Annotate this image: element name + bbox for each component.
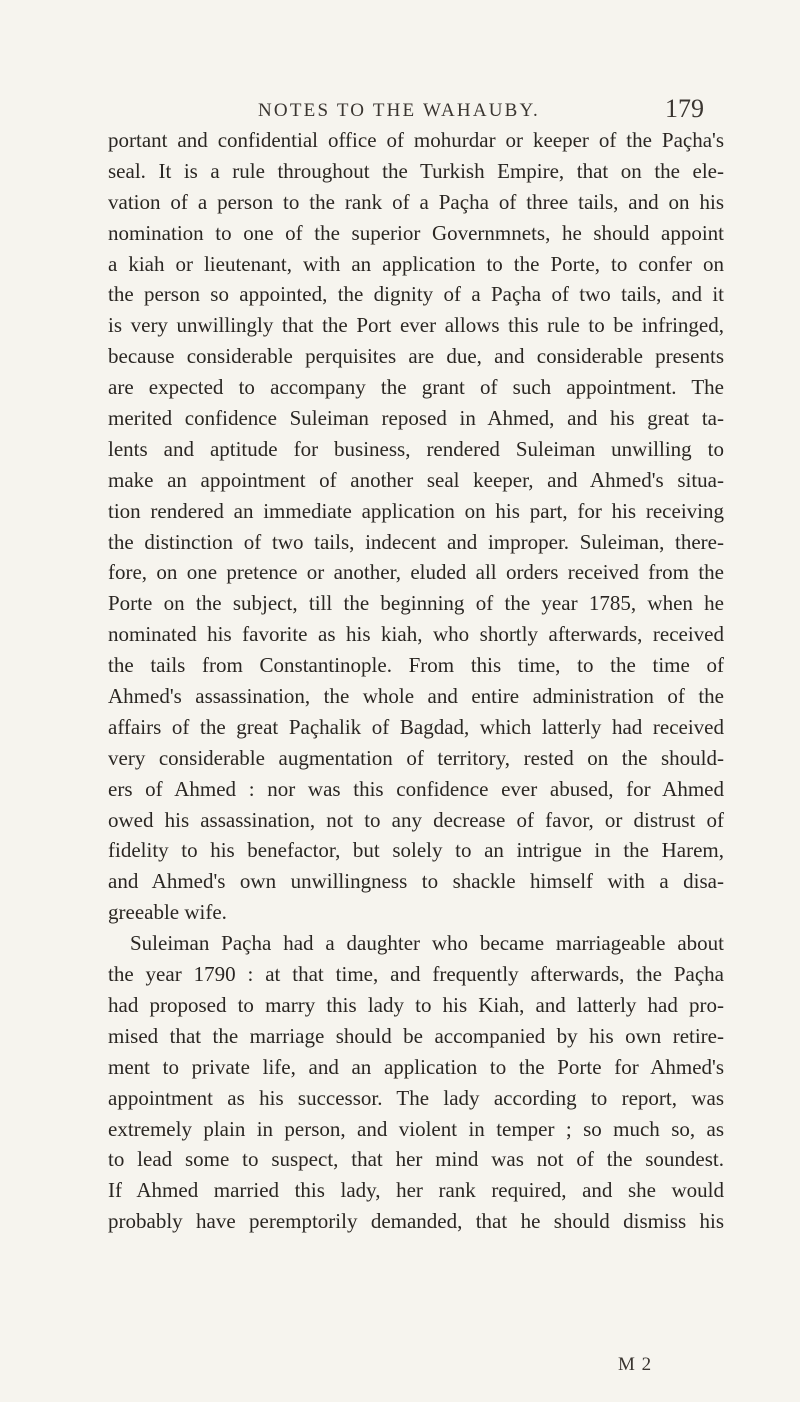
text-line: ment to private life, and an application to the Porte for Ahmed's: [108, 1054, 724, 1079]
text-line: If Ahmed married this lady, her rank required, and she would: [108, 1178, 724, 1203]
signature-mark: M 2: [618, 1354, 653, 1375]
text-line: had proposed to marry this lady to his Kiah, and latterly had pro-: [108, 992, 724, 1017]
text-line: seal. It is a rule throughout the Turkish Empire, that on the ele-: [108, 158, 724, 183]
text-line: affairs of the great Paçhalik of Bagdad, which latterly had received: [108, 714, 724, 739]
text-line: appointment as his successor. The lady according to report, was: [108, 1085, 724, 1110]
text-line: and Ahmed's own unwillingness to shackle himself with a disa-: [108, 869, 724, 894]
text-line: the tails from Constantinople. From this time, to the time of: [108, 653, 724, 678]
text-line: the distinction of two tails, indecent and improper. Suleiman, there-: [108, 529, 724, 554]
text-line: fidelity to his benefactor, but solely to an intrigue in the Harem,: [108, 838, 724, 863]
paragraph-start-line: Suleiman Paçha had a daughter who became marriageable about: [130, 931, 724, 956]
text-line: mised that the marriage should be accompanied by his own retire-: [108, 1023, 724, 1048]
text-line: merited confidence Suleiman reposed in Ahmed, and his great ta-: [108, 406, 724, 431]
text-line: vation of a person to the rank of a Paçha of three tails, and on his: [108, 189, 724, 214]
text-line: lents and aptitude for business, rendered Suleiman unwilling to: [108, 436, 724, 461]
text-line: tion rendered an immediate application on his part, for his receiving: [108, 498, 724, 523]
text-line: Porte on the subject, till the beginning of the year 1785, when he: [108, 591, 724, 616]
text-line: ers of Ahmed : nor was this confidence ever abused, for Ahmed: [108, 776, 724, 801]
text-line: portant and confidential office of mohurdar or keeper of the Paçha's: [108, 128, 724, 152]
text-line: make an appointment of another seal keeper, and Ahmed's situa-: [108, 467, 724, 492]
body-text: [108, 125, 724, 1237]
text-line: probably have peremptorily demanded, that he should dismiss his: [108, 1209, 724, 1234]
text-line: nominated his favorite as his kiah, who shortly afterwards, received: [108, 622, 724, 647]
text-line: fore, on one pretence or another, eluded all orders received from the: [108, 560, 724, 585]
text-line: Ahmed's assassination, the whole and entire administration of the: [108, 684, 724, 709]
page-number: 179: [665, 94, 704, 123]
text-line: because considerable perquisites are due, and considerable presents: [108, 344, 724, 369]
paragraph-end-line: greeable wife.: [108, 900, 227, 925]
text-line: are expected to accompany the grant of such appointment. The: [108, 375, 724, 400]
text-line: owed his assassination, not to any decrease of favor, or distrust of: [108, 807, 724, 832]
text-line: very considerable augmentation of territory, rested on the should-: [108, 745, 724, 770]
running-head: NOTES TO THE WAHAUBY.: [258, 100, 540, 121]
text-line: the year 1790 : at that time, and frequently afterwards, the Paçha: [108, 962, 724, 987]
text-line: is very unwillingly that the Port ever allows this rule to be infringed,: [108, 313, 724, 338]
text-line: to lead some to suspect, that her mind was not of the soundest.: [108, 1147, 724, 1172]
text-line: extremely plain in person, and violent in temper ; so much so, as: [108, 1116, 724, 1141]
text-line: a kiah or lieutenant, with an application to the Porte, to confer on: [108, 251, 724, 276]
text-line: nomination to one of the superior Governmnets, he should appoint: [108, 220, 724, 245]
text-line: the person so appointed, the dignity of a Paçha of two tails, and it: [108, 282, 724, 307]
